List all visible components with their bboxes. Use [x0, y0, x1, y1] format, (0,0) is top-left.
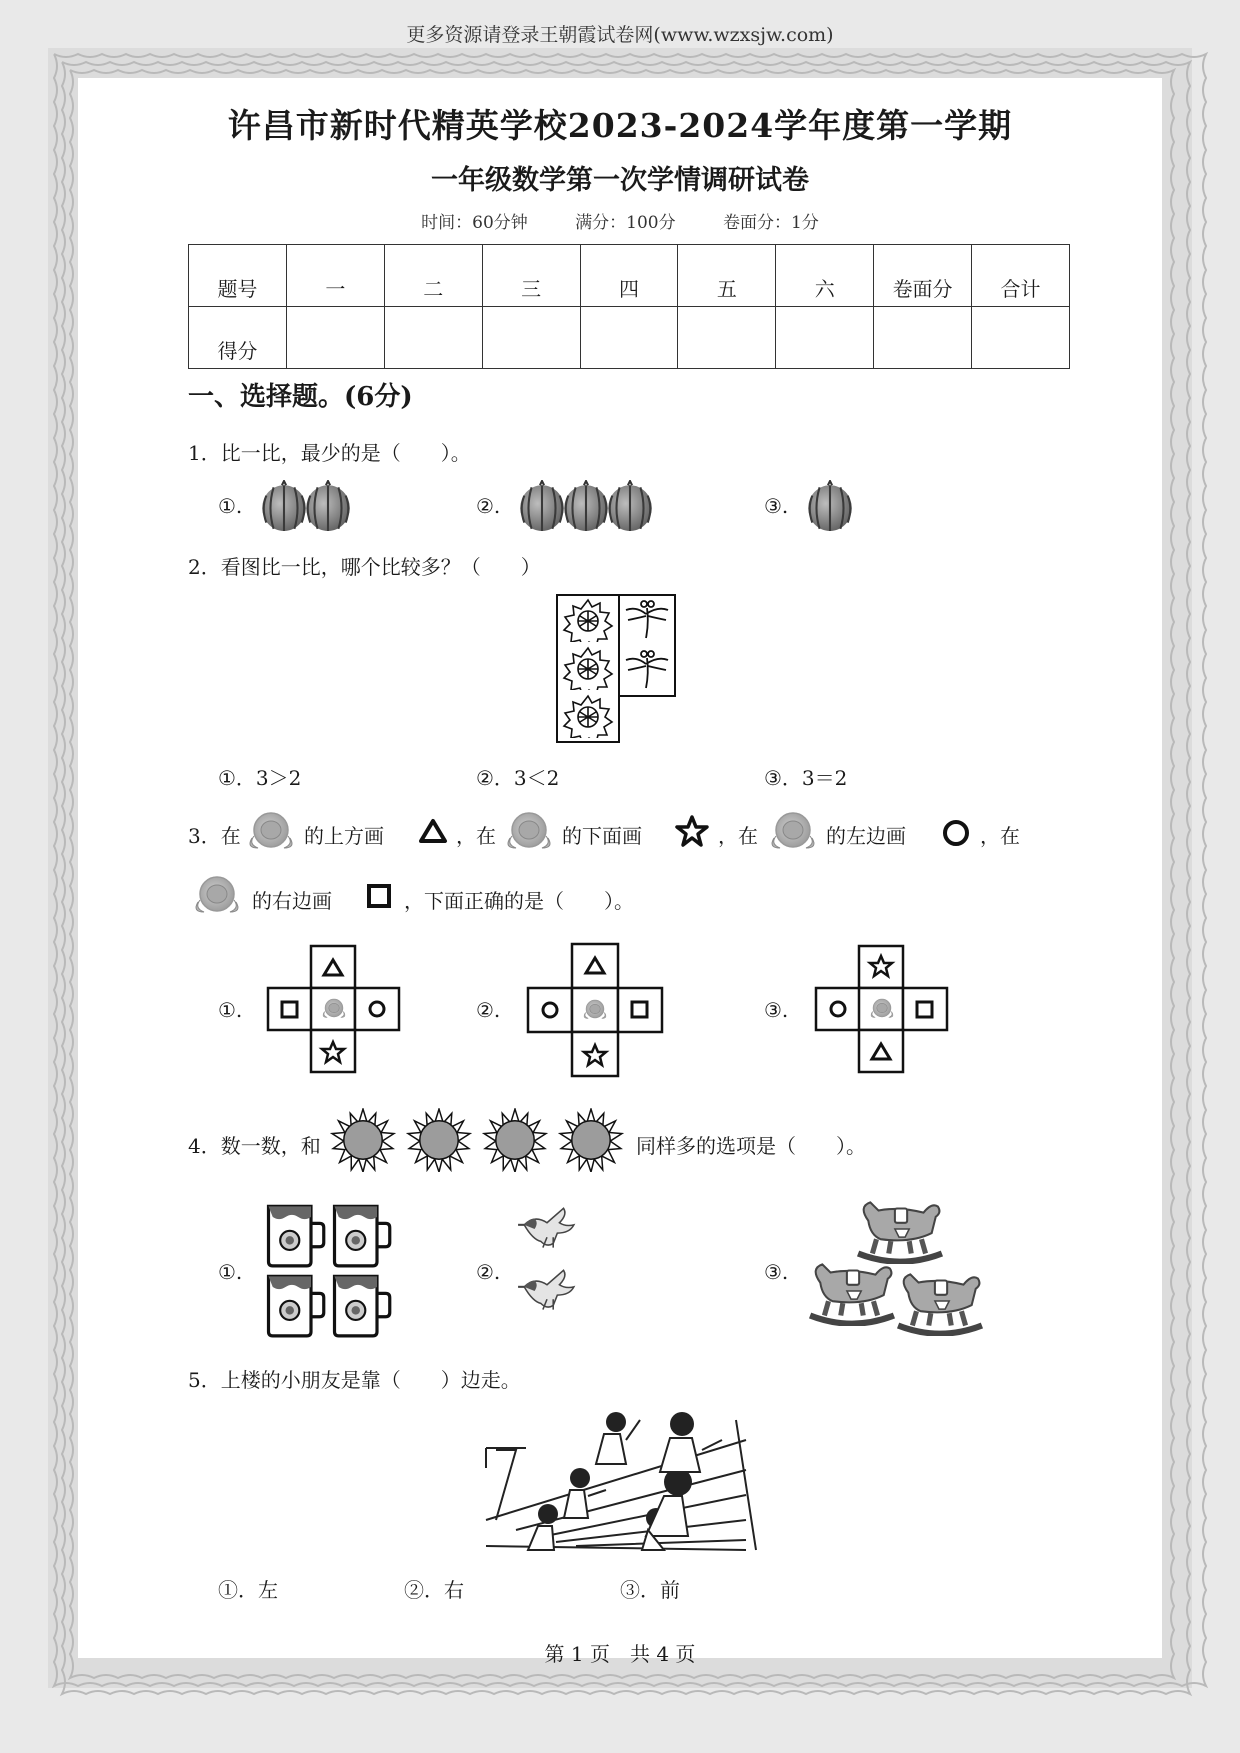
q3-text-below: 的下面画 — [562, 824, 642, 848]
question-5-text: 5．上楼的小朋友是靠（ ）边走。 — [188, 1368, 521, 1392]
sun-icon — [560, 1109, 622, 1172]
sunflower-dragonfly-comparison — [556, 594, 686, 744]
q4-prefix: 4．数一数，和 — [188, 1134, 321, 1158]
cup-icon — [269, 1206, 324, 1266]
watermelon-icon — [260, 480, 356, 534]
header-cell-neatness: 卷面分 — [874, 245, 972, 307]
watermark: 更多资源请登录王朝霞试卷网(www.wzxsjw.com) — [406, 24, 834, 46]
q3-text-left: 的左边画 — [826, 824, 906, 848]
section-heading-choice: 一、选择题。(6分) — [188, 382, 413, 412]
sun-icon-row — [330, 1106, 626, 1172]
square-icon — [366, 883, 392, 909]
q5-option-2[interactable]: ②．右 — [404, 1578, 464, 1602]
exam-subtitle: 一年级数学第一次学情调研试卷 — [431, 165, 809, 196]
q4-option-3-label[interactable]: ③. — [764, 1260, 789, 1284]
cup-icon — [269, 1276, 324, 1336]
q3-option-2-cross-grid[interactable] — [526, 942, 666, 1078]
bird-icon — [518, 1208, 574, 1247]
score-table-header-row — [189, 245, 1070, 307]
q5-option-3[interactable]: ③．前 — [620, 1578, 680, 1602]
q5-option-1[interactable]: ①．左 — [218, 1578, 278, 1602]
cup-icon — [335, 1276, 390, 1336]
cup-icon-group — [262, 1200, 394, 1340]
rocking-horse-group — [806, 1198, 986, 1340]
score-cell[interactable] — [972, 307, 1070, 369]
full-score: 满分：100分 — [575, 213, 676, 233]
triangle-icon — [418, 818, 448, 844]
rocking-horse-icon — [858, 1202, 942, 1261]
sun-icon — [408, 1109, 470, 1172]
row-label-score: 得分 — [189, 307, 287, 369]
q4-option-2-label[interactable]: ②. — [476, 1260, 501, 1284]
question-2-text: 2．看图比一比，哪个比较多？（ ） — [188, 555, 541, 579]
header-cell-4: 四 — [580, 245, 678, 307]
watermelon-icon — [806, 480, 856, 534]
header-cell-question-number: 题号 — [189, 245, 287, 307]
apple-icon — [192, 872, 244, 918]
q3-text-comma-2: ，在 — [718, 824, 758, 848]
q1-option-2-label[interactable]: ②. — [476, 494, 501, 518]
q2-option-2[interactable]: ②．3＜2 — [476, 766, 560, 790]
watermelon-icon — [518, 480, 658, 534]
q4-suffix: 同样多的选项是（ ）。 — [636, 1134, 866, 1158]
q4-option-1-label[interactable]: ①. — [218, 1260, 243, 1284]
score-cell[interactable] — [580, 307, 678, 369]
exam-meta — [0, 208, 1240, 233]
cup-icon — [335, 1206, 390, 1266]
header-cell-3: 三 — [482, 245, 580, 307]
question-1-text: 1．比一比，最少的是（ ）。 — [188, 441, 471, 465]
header-cell-6: 六 — [776, 245, 874, 307]
score-table — [188, 244, 1070, 369]
q3-prefix: 3．在 — [188, 824, 241, 848]
score-cell[interactable] — [678, 307, 776, 369]
rocking-horse-icon — [810, 1264, 894, 1323]
header-cell-5: 五 — [678, 245, 776, 307]
rocking-horse-icon — [898, 1274, 982, 1333]
q3-text-right: 的右边画 — [252, 889, 332, 913]
apple-icon — [768, 808, 820, 854]
exam-title: 许昌市新时代精英学校2023-2024学年度第一学期 — [227, 106, 1013, 145]
stairs-children-illustration — [476, 1400, 762, 1556]
q3-text-comma-1: ，在 — [456, 824, 496, 848]
score-cell[interactable] — [874, 307, 972, 369]
sun-icon — [332, 1109, 394, 1172]
q2-option-3[interactable]: ③．3＝2 — [764, 766, 848, 790]
neatness-score: 卷面分：1分 — [723, 213, 819, 233]
star-icon — [676, 815, 708, 847]
sun-icon — [484, 1109, 546, 1172]
q2-option-1[interactable]: ①．3＞2 — [218, 766, 302, 790]
score-cell[interactable] — [384, 307, 482, 369]
apple-icon — [246, 808, 298, 854]
score-cell[interactable] — [776, 307, 874, 369]
q3-text-question: ，下面正确的是（ ）。 — [404, 889, 634, 913]
score-cell[interactable] — [286, 307, 384, 369]
q3-option-1-label[interactable]: ①. — [218, 998, 243, 1022]
bird-icon — [518, 1270, 574, 1309]
time-limit: 时间：60分钟 — [421, 213, 528, 233]
header-cell-total: 合计 — [972, 245, 1070, 307]
circle-icon — [942, 819, 970, 847]
apple-icon — [504, 808, 556, 854]
q1-option-1-label[interactable]: ①. — [218, 494, 243, 518]
q3-text-above: 的上方画 — [304, 824, 384, 848]
q1-option-3-label[interactable]: ③. — [764, 494, 789, 518]
header-cell-1: 一 — [286, 245, 384, 307]
bird-icon-group — [516, 1204, 580, 1330]
q3-option-1-cross-grid[interactable] — [266, 944, 402, 1076]
q3-option-2-label[interactable]: ②. — [476, 998, 501, 1022]
score-table-score-row — [189, 307, 1070, 369]
q3-option-3-label[interactable]: ③. — [764, 998, 789, 1022]
q3-text-comma-3: ，在 — [980, 824, 1020, 848]
q3-option-3-cross-grid[interactable] — [814, 944, 950, 1076]
score-cell[interactable] — [482, 307, 580, 369]
header-cell-2: 二 — [384, 245, 482, 307]
page-footer: 第 1 页 共 4 页 — [544, 1642, 696, 1666]
